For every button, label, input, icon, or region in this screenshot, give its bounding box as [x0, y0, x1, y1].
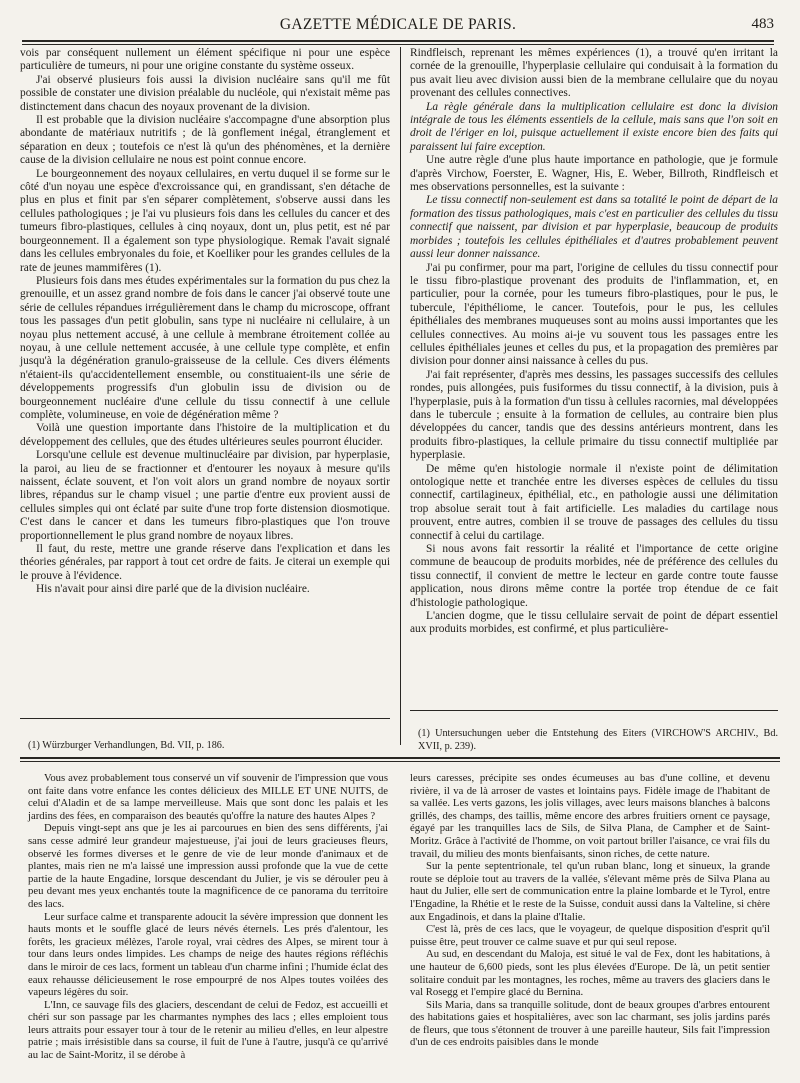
paragraph: J'ai fait représenter, d'après mes dessins, les passages successifs des cellules rondes, puis allongées, puis fusiformes du tissu connectif, à la division, puis à l'hyperplasie, puis à la formation d'un tissu à cellules racornies, mal développées dans le tubercule ; ensuite à la formation de cellules, au contraire bien plus développées du cancer, tandis que des dessins antérieurs montrent, dans les produits fibro-plastiques, la cellule primaire du tissu connectif multipliée par hyperplasie. — [410, 368, 778, 462]
running-title: GAZETTE MÉDICALE DE PARIS. — [279, 16, 517, 33]
footnote-right-text: (1) Untersuchungen ueber die Entstehung des Eiters (VIRCHOW'S ARCHIV., Bd. XVII, p. 239). — [418, 728, 778, 752]
bottom-right-column — [410, 772, 770, 1049]
footnote-rule-left — [20, 718, 390, 719]
paragraph: L'Inn, ce sauvage fils des glaciers, descendant de celui de Fedoz, est accueilli et chéri sur son passage par les charmantes nymphes des lacs ; elles emploient tous leurs attraits pour essayer tour à tour de le retenir au milieu d'elles, en leur alpestre patrie ; mais irrésistible dans sa course, il fuit de l'une à l'autre, jusqu'à ce qu'arrivé au lac de Saint-Moritz, il se dérobe à — [28, 998, 388, 1062]
paragraph: His n'avait pour ainsi dire parlé que de la division nucléaire. — [36, 583, 310, 596]
paragraph: Depuis vingt-sept ans que je les ai parcourues en bien des sens différents, j'ai sans cesse admiré leur grandeur majestueuse, j'ai joui de leurs gracieuses fleurs, observé les formes diverses et le genre de vie de leur monde d'animaux et de plantes, mais rien ne m'a laissé une impression aussi profonde que la vue de cette partie de la haute Engadine, lorsque descendant du Julier, je vis se dérouler peu à peu devant mes yeux enchantés toute la magnificence de ce panorama du territoire des lacs. — [28, 822, 388, 910]
paragraph: C'est là, près de ces lacs, que le voyageur, de quelque disposition d'esprit qu'il puisse être, peut trouver ce calme suave et pur qui seul repose. — [410, 923, 770, 948]
paragraph: Rindfleisch, reprenant les mêmes expériences (1), a trouvé qu'en irritant la cornée de la grenouille, l'hyperplasie cellulaire qui conduisait à la formation du pus avait lieu avec division aussi bien de la membrane cellulaire que du noyau provenant des cellules connectives. — [410, 47, 778, 100]
paragraph: La règle générale dans la multiplication cellulaire est donc la division intégrale de tous les éléments essentiels de la cellule, mais sans que l'on soit en droit de l'ériger en loi, puisque actuellement il existe encore bien des faits qui paraissent lui faire exception. — [410, 100, 778, 153]
paragraph: J'ai pu confirmer, pour ma part, l'origine de cellules du tissu connectif pour le tissu fibro-plastique provenant des produits de l'inflammation, et, en particulier, pour la cornée, pour les tumeurs fibro-plastiques, pour le pus, le tubercule, l'épithéliome, le cancer. Toutefois, pour le pus, les cellules épithéliales des membranes muqueuses sont au moins aussi importantes que les cellules connectives. Au moins ai-je vu souvent tous les passages entre les cellules épithéliales jeunes et celles du pus, et la propagation des premières par division pour donner ainsi naissance à celles du pus. — [410, 261, 778, 368]
footnote-left-text: (1) Würzburger Verhandlungen, Bd. VII, p. 186. — [28, 740, 225, 751]
paragraph: Si nous avons fait ressortir la réalité et l'importance de cette origine commune de beaucoup de produits morbides, née de préférence des cellules du tissu connectif, il convient de mettre le lecteur en garde contre toute fausse application, nous dirons même contre la portée trop étendue de ce fait d'histologie pathologique. — [410, 543, 778, 609]
paragraph: Il est probable que la division nucléaire s'accompagne d'une absorption plus abondante de matériaux nutritifs ; de là gonflement inégal, étranglement et séparation en deux ; toutefois ce n'est là qu'un des phénomènes, et la dernière cause de la division cellulaire ne nous est point connue encore. — [20, 114, 390, 167]
paragraph: Sils Maria, dans sa tranquille solitude, dont de beaux groupes d'arbres entourent des habitations gaies et hospitalières, avec son lac charmant, ses jolis jardins parés de fleurs, que tous s'étonnent de trouver à une pareille hauteur, Sils fait l'impression d'un de ces endroits paisibles dans le monde — [410, 998, 770, 1049]
paragraph: Sur la pente septentrionale, tel qu'un ruban blanc, long et sinueux, la grande route se déploie tout au travers de la vallée, s'élevant même près de Silva Plana au haut du Julier, elle sert de communication entre la plaine lombarde et le Tyrol, entre l'Engadine, la Rhétie et le reste de la Suisse, conduit aussi dans la Valteline, si chère aux Engadinois, et dans la plaine d'Italie. — [410, 860, 770, 923]
paragraph: Au sud, en descendant du Maloja, est situé le val de Fex, dont les habitations, à une hauteur de 6,600 pieds, sont les plus élevées d'Europe. De là, un petit sentier solitaire conduit par les montagnes, les roches, même au travers des glaciers dans le val Rosegg et l'empire glacé du Bernina. — [410, 948, 770, 999]
paragraph: De même qu'en histologie normale il n'existe point de délimitation ontologique nette et tranchée entre les diverses espèces de cellules du tissu connectif, cartilagineux, épithélial, etc., en pathologie aussi une délimitation trop absolue serait tout à fait artificielle. Les maladies du cartilage nous prouvent, entre autres, combien il se trouve de passages des cellules du tissu connectif à celui du cartilage. — [410, 462, 778, 542]
paragraph: Vous avez probablement tous conservé un vif souvenir de l'impression que vous ont faite dans votre enfance les contes délicieux des MILLE ET UNE NUITS, de celui d'Aladin et de sa lampe merveilleuse. Mais que sont donc les palais et les jardins des fées, en comparaison des beautés qu'offre la nature des hautes Alpes ? — [28, 772, 388, 822]
header-rule — [22, 40, 774, 42]
paragraph: J'ai observé plusieurs fois aussi la division nucléaire sans qu'il me fût possible de constater une division préalable du nucléole, qui n'existait même pas distinctement dans chacun des noyaux provenant de la division. — [20, 73, 390, 113]
footnote-right — [418, 728, 778, 753]
paragraph: Plusieurs fois dans mes études expérimentales sur la formation du pus chez la grenouille, et un assez grand nombre de fois dans le cancer j'ai observé toute une série de cellules répandues irrégulièrement dans le champ du microscope, offrant tous les passages d'un petit globulin, sans type ni nucléaire ni cellulaire, à un noyau plus nettement accusé, à une cellule à membrane étroitement collée au noyau, à une cellule nettement accusée, à une cellule type complète, et enfin jusqu'à la dégénération granulo-graisseuse de la cellule. Ces divers éléments n'étaient-ils qu'accidentellement ensemble, ou constituaient-ils une série de développements progressifs d'un globulin issu de division ou de bourgeonnement nucléaire d'une cellule du tissu connectif à une cellule complète, volumineuse, en voie de dégénération même ? — [20, 274, 390, 421]
page-number: 483 — [751, 16, 774, 32]
header-rule-thin — [22, 44, 774, 45]
paragraph: Leur surface calme et transparente adoucit la sévère impression que donnent les hauts monts et le souffle glacé de leurs névés éternels. Les prés d'alentour, les forêts, les gracieux mélèzes, l'arole royal, vrai cèdres des Alpes, se mirent tour à tour dans leurs ondes limpides. Les champs de neige des hautes régions réfléchis dans le miroir de ces lacs, forment un tableau d'un charme infini ; l'humide éclat des eaux rehausse délicieusement le rose empourpré de nos Alpes toutes voilées des vapeurs légères du soir. — [28, 910, 388, 999]
footnote-rule-right — [410, 710, 778, 711]
bottom-left-column — [28, 772, 388, 1062]
section-divider-thin — [20, 761, 780, 762]
paragraph: Il faut, du reste, mettre une grande réserve dans l'explication et dans les théories générales, par rapport à tout cet ordre de faits. Je citerai un exemple qui le prouve à l'évidence. — [20, 543, 390, 582]
top-right-column — [410, 47, 778, 637]
paragraph: Voilà une question importante dans l'histoire de la multiplication et du développement des cellules, que des études ultérieures seules pourront élucider. — [20, 422, 390, 448]
column-divider-top — [400, 47, 401, 745]
paragraph: L'ancien dogme, que le tissu cellulaire servait de point de départ essentiel aux produits morbides, est confirmé, et plus particulière- — [410, 610, 778, 636]
paragraph: Le tissu connectif non-seulement est dans sa totalité le point de départ de la formation des tissus pathologiques, mais c'est en particulier des cellules du tissu connectif que naissent, par division et par hyperplasie, beaucoup de produits morbides ; toutefois les cellules épithéliales et d'autres probablement peuvent aussi leur donner naissance. — [410, 194, 778, 261]
top-left-column — [20, 47, 390, 597]
paragraph: vois par conséquent nullement un élément spécifique ni pour une espèce particulière de tumeurs, ni pour une origine constante du système osseux. — [20, 47, 390, 73]
page-header — [22, 16, 774, 38]
section-divider — [20, 757, 780, 759]
paragraph: leurs caresses, précipite ses ondes écumeuses au bas d'une colline, et devenu rivière, il va de là arroser de vastes et lointains pays. Fidèle image de l'habitant de sa vallée. Les verts gazons, les jolis villages, avec leurs maisons blanches à balcons grillés, des champs, des taillis, même encore des arbres fruitiers ornent ce paysage, égayé par les tranquilles lacs de Sils, de Silva Plana, de Campher et de Saint-Moritz. Grâce à l'activité de l'homme, on voit partout briller l'aisance, ce vrai fils du travail, du milieu des monts bienfaisants, sinon riches, de cette nature. — [410, 772, 770, 860]
footnote-left — [28, 740, 388, 753]
paragraph: Une autre règle d'une plus haute importance en pathologie, que je formule d'après Virchow, Foerster, E. Wagner, His, E. Weber, Billroth, Rindfleisch et mes observations personnelles, est la suivante : — [410, 154, 778, 194]
paragraph: Le bourgeonnement des noyaux cellulaires, en vertu duquel il se forme sur le côté d'un noyau une espèce d'excroissance qui, en grandissant, s'en détache de plus en plus et finit par s'en séparer complètement, s'observe aussi dans les cellules pathologiques ; je l'ai vu plusieurs fois dans les cellules du cancer et des tumeurs fibro-plastiques, cellules à cinq noyaux, dont un, plus petit, est né par bourgeonnement. Il a également son type physiologique. Remak l'avait signalé dans les cellules embryonales du foie, et Koelliker pour les grandes cellules de la rate de jeunes mammifères (1). — [20, 167, 390, 274]
paragraph: Lorsqu'une cellule est devenue multinucléaire par division, par hyperplasie, la paroi, au lieu de se fractionner et d'entourer les noyaux à mesure qu'ils naissent, éclate souvent, et l'on voit alors un grand nombre de noyaux sortir libres, répandus sur le champ visuel ; une partie d'entre eux provient aussi de cellules simples qui ont éclaté par suite d'une trop forte distension diosmotique. C'est dans le cancer et dans les tumeurs fibro-plastiques que l'on trouve proportionnellement le plus grand nombre de noyaux libres. — [20, 449, 390, 542]
